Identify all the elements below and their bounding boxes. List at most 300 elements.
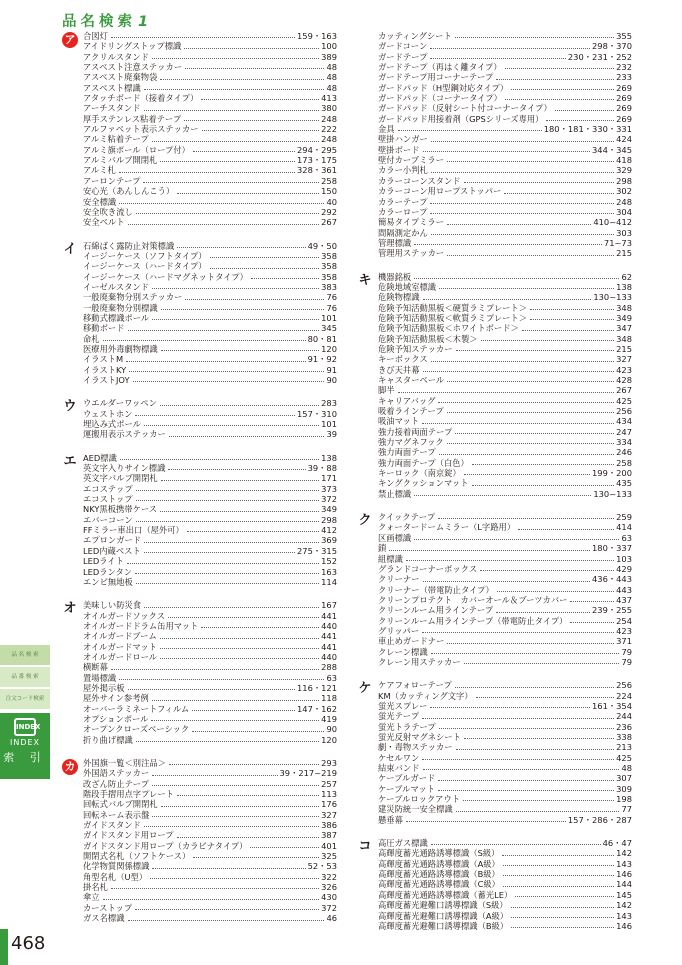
entry-label: クリーンプロテクト カバーオール＆ブーツカバー <box>378 594 568 605</box>
index-entry[interactable] <box>378 804 632 814</box>
entry-label: 間隔測定かん <box>378 227 428 238</box>
entry-label: ウェストホン <box>83 408 133 419</box>
entry-page: 423 <box>616 625 632 636</box>
dot-leader <box>119 203 324 204</box>
entry-label: イラストJOY <box>83 375 130 385</box>
index-entry[interactable] <box>378 722 632 732</box>
index-entry[interactable] <box>378 272 632 282</box>
entry-label: クリーンルーム用ラインテープ（帯電防止タイプ） <box>378 615 568 626</box>
index-entry[interactable] <box>378 197 632 207</box>
dot-leader <box>111 37 295 38</box>
index-entry[interactable] <box>378 458 632 468</box>
index-entry[interactable] <box>378 869 632 879</box>
index-entry[interactable] <box>378 773 632 783</box>
entry-page: 428 <box>616 375 632 385</box>
index-entry[interactable] <box>83 841 337 851</box>
entry-page: 327 <box>616 354 632 365</box>
index-entry[interactable] <box>378 522 632 532</box>
index-entry[interactable] <box>378 145 632 155</box>
dot-leader <box>430 48 590 49</box>
index-entry[interactable] <box>83 473 337 483</box>
entry-page: 215 <box>616 343 632 354</box>
index-entry[interactable] <box>83 409 337 419</box>
index-entry[interactable] <box>83 704 337 714</box>
index-entry[interactable] <box>83 207 337 217</box>
index-entry[interactable] <box>378 103 632 113</box>
index-entry[interactable] <box>378 879 632 889</box>
entry-label: 掛名札 <box>83 882 108 893</box>
index-entry[interactable] <box>83 334 337 344</box>
entry-label: 石綿ばく露防止対策標識 <box>83 240 175 251</box>
index-entry[interactable] <box>83 241 337 251</box>
index-entry[interactable] <box>378 334 632 344</box>
index-entry[interactable] <box>378 701 632 711</box>
entry-label: ガードパッド（コーナータイプ） <box>378 93 502 104</box>
entry-page: 380 <box>321 103 337 114</box>
index-entry[interactable] <box>378 303 632 313</box>
index-entry[interactable] <box>378 595 632 605</box>
index-entry[interactable] <box>83 735 337 745</box>
entry-label: 吸油マット <box>378 416 420 427</box>
dot-leader <box>476 697 615 698</box>
index-entry[interactable] <box>83 642 337 652</box>
index-entry[interactable] <box>378 292 632 302</box>
entry-label: アタッチボード（接着タイプ） <box>83 93 199 104</box>
entry-page: 157・286・287 <box>567 814 632 825</box>
entry-label: 管理用ステッカー <box>378 248 445 259</box>
index-entry[interactable] <box>378 543 632 553</box>
index-entry[interactable] <box>378 354 632 364</box>
entry-label: アルミ粘着テープ <box>83 134 149 145</box>
index-entry[interactable] <box>83 429 337 439</box>
entry-page: 161・354 <box>592 700 632 711</box>
index-entry[interactable] <box>378 680 632 690</box>
index-entry[interactable] <box>83 611 337 621</box>
index-entry[interactable] <box>378 416 632 426</box>
index-entry[interactable] <box>378 365 632 375</box>
dot-leader <box>152 785 319 786</box>
entry-label: 合図灯 <box>83 31 108 41</box>
entry-label: 高輝度蓄光通路誘導標識（C級） <box>378 879 500 890</box>
index-entry[interactable] <box>83 354 337 364</box>
index-entry[interactable] <box>83 799 337 809</box>
entry-page: 326 <box>321 882 337 893</box>
index-entry[interactable] <box>83 892 337 902</box>
index-entry[interactable] <box>83 789 337 799</box>
entry-label: ケアフォローテープ <box>378 680 452 691</box>
entry-label: ガードパッド用接着剤（GPSシリーズ専用） <box>378 113 544 124</box>
index-entry[interactable] <box>83 103 337 113</box>
index-entry[interactable] <box>378 911 632 921</box>
entry-label: 金具 <box>378 124 395 135</box>
index-entry[interactable] <box>83 567 337 577</box>
entry-label: 危険物標識 <box>378 292 420 303</box>
entry-page: 298 <box>321 514 337 525</box>
index-entry[interactable] <box>378 165 632 175</box>
index-entry[interactable] <box>83 504 337 514</box>
dot-leader <box>193 857 319 858</box>
entry-page: 52・53 <box>307 861 337 872</box>
index-entry[interactable] <box>378 176 632 186</box>
index-entry[interactable] <box>378 406 632 416</box>
index-entry[interactable] <box>83 323 337 333</box>
entry-page: 49・50 <box>307 240 337 251</box>
entry-page: 147・162 <box>297 703 337 714</box>
index-entry[interactable] <box>378 207 632 217</box>
index-tab[interactable] <box>0 713 50 779</box>
index-entry[interactable] <box>378 636 632 646</box>
index-entry[interactable] <box>83 577 337 587</box>
entry-page: 46・47 <box>602 838 632 849</box>
index-entry[interactable] <box>83 197 337 207</box>
index-entry[interactable] <box>83 882 337 892</box>
entry-page: 167 <box>321 600 337 611</box>
dot-leader <box>447 443 614 444</box>
entry-label: ガイドスタンド用ロープ（カラビナタイプ） <box>83 840 248 851</box>
index-entry[interactable] <box>83 546 337 556</box>
dot-leader <box>169 764 319 765</box>
index-entry[interactable] <box>83 72 337 82</box>
index-entry[interactable] <box>83 134 337 144</box>
entry-page: 138 <box>616 281 632 292</box>
dot-leader <box>128 224 320 225</box>
index-entry[interactable] <box>378 838 632 848</box>
entry-label: クリーナー <box>378 574 420 585</box>
index-entry[interactable] <box>378 489 632 499</box>
entry-label: 高圧ガス標識 <box>378 838 428 849</box>
index-entry[interactable] <box>378 763 632 773</box>
index-entry[interactable] <box>378 626 632 636</box>
index-entry[interactable] <box>83 525 337 535</box>
entry-page: 423 <box>616 364 632 375</box>
index-entry[interactable] <box>83 62 337 72</box>
entry-label: アルミバルブ開閉札 <box>83 155 158 166</box>
index-entry[interactable] <box>378 155 632 165</box>
index-entry[interactable] <box>378 605 632 615</box>
entry-label: AED標識 <box>83 452 117 463</box>
index-entry[interactable] <box>83 779 337 789</box>
index-entry[interactable] <box>83 155 337 165</box>
dot-leader <box>129 371 324 372</box>
index-entry[interactable] <box>83 484 337 494</box>
dot-leader <box>177 795 319 796</box>
index-entry[interactable] <box>378 784 632 794</box>
index-entry[interactable] <box>83 375 337 385</box>
dot-leader <box>511 89 614 90</box>
index-entry[interactable] <box>378 447 632 457</box>
index-entry[interactable] <box>378 533 632 543</box>
dot-leader <box>414 244 602 245</box>
tab-item-number-search[interactable]: 品 番 検 索 <box>0 667 50 687</box>
index-entry[interactable] <box>83 515 337 525</box>
index-entry[interactable] <box>378 282 632 292</box>
index-entry[interactable] <box>83 453 337 463</box>
index-entry[interactable] <box>378 124 632 134</box>
index-entry[interactable] <box>378 732 632 742</box>
index-entry[interactable] <box>378 375 632 385</box>
index-entry[interactable] <box>378 512 632 522</box>
index-entry[interactable] <box>83 768 337 778</box>
dot-leader <box>144 110 320 111</box>
index-entry[interactable] <box>378 468 632 478</box>
entry-page: 248 <box>321 134 337 145</box>
entry-label: ケーブルマット <box>378 783 435 794</box>
entry-label: 階段手摺用点字プレート <box>83 789 174 800</box>
dot-leader <box>202 130 320 131</box>
index-entry[interactable] <box>378 848 632 858</box>
entry-label: カラーコーンスタンド <box>378 175 461 186</box>
index-entry[interactable] <box>83 872 337 882</box>
index-entry[interactable] <box>83 145 337 155</box>
index-group <box>357 680 632 825</box>
dot-leader <box>135 415 295 416</box>
dot-leader <box>126 361 305 362</box>
entry-label: 英文字バルブ開閉札 <box>83 473 158 484</box>
index-entry[interactable] <box>378 647 632 657</box>
index-entry[interactable] <box>83 724 337 734</box>
page-number <box>0 929 50 965</box>
index-entry[interactable] <box>83 861 337 871</box>
index-entry[interactable] <box>378 228 632 238</box>
index-entry[interactable] <box>378 427 632 437</box>
index-entry[interactable] <box>378 93 632 103</box>
entry-page: 355 <box>616 31 632 41</box>
index-entry[interactable] <box>378 574 632 584</box>
kana-heading: オ <box>63 601 77 617</box>
index-entry[interactable] <box>83 810 337 820</box>
index-entry[interactable] <box>378 31 632 41</box>
index-entry[interactable] <box>378 859 632 869</box>
entry-page: 39・217~219 <box>279 768 337 779</box>
entry-label: エプロンガード <box>83 535 142 546</box>
dot-leader <box>111 669 319 670</box>
entry-page: 76 <box>326 302 337 313</box>
dot-leader <box>439 288 614 289</box>
entry-label: 強力マグネフック <box>378 437 444 448</box>
index-entry[interactable] <box>83 344 337 354</box>
entry-page: 344・345 <box>592 144 632 155</box>
index-entry[interactable] <box>378 657 632 667</box>
kana-heading: ア <box>62 32 78 48</box>
index-entry[interactable] <box>83 176 337 186</box>
index-entry[interactable] <box>83 114 337 124</box>
index-entry[interactable] <box>83 186 337 196</box>
index-entry[interactable] <box>83 631 337 641</box>
index-entry[interactable] <box>83 913 337 923</box>
tab-order-code-search[interactable]: 注文コード検索 <box>0 689 50 709</box>
entry-label: 結束バンド <box>378 763 420 774</box>
index-entry[interactable] <box>378 554 632 564</box>
index-entry[interactable] <box>83 313 337 323</box>
index-entry[interactable] <box>83 41 337 51</box>
entry-label: ガードパッド（反射シート付コーナータイプ） <box>378 103 552 114</box>
index-entry[interactable] <box>378 900 632 910</box>
entry-page: 288 <box>321 662 337 673</box>
index-entry[interactable] <box>378 585 632 595</box>
entry-label: オイルガードドラム缶用マット <box>83 620 199 631</box>
index-entry[interactable] <box>83 165 337 175</box>
dot-leader <box>128 330 320 331</box>
dot-leader <box>431 361 614 362</box>
entry-page: 425 <box>616 752 632 763</box>
index-entry[interactable] <box>378 52 632 62</box>
index-entry[interactable] <box>83 903 337 913</box>
dot-leader <box>414 495 591 496</box>
index-entry[interactable] <box>378 186 632 196</box>
index-entry[interactable] <box>83 251 337 261</box>
dot-leader <box>497 591 614 592</box>
index-entry[interactable] <box>83 217 337 227</box>
dot-leader <box>160 648 319 649</box>
side-tabs <box>0 645 50 779</box>
index-entry[interactable] <box>378 564 632 574</box>
index-entry[interactable] <box>83 851 337 861</box>
index-entry[interactable] <box>378 238 632 248</box>
index-entry[interactable] <box>83 272 337 282</box>
index-entry[interactable] <box>83 83 337 93</box>
index-entry[interactable] <box>378 62 632 72</box>
index-entry[interactable] <box>83 830 337 840</box>
index-entry[interactable] <box>83 93 337 103</box>
index-entry[interactable] <box>83 820 337 830</box>
index-entry[interactable] <box>378 114 632 124</box>
index-entry[interactable] <box>83 365 337 375</box>
index-entry[interactable] <box>83 261 337 271</box>
entry-page: 386 <box>321 820 337 831</box>
index-entry[interactable] <box>378 753 632 763</box>
index-entry[interactable] <box>378 691 632 701</box>
index-entry[interactable] <box>378 921 632 931</box>
index-entry[interactable] <box>378 794 632 804</box>
index-entry[interactable] <box>378 890 632 900</box>
index-entry[interactable] <box>83 463 337 473</box>
page-number-text: 468 <box>11 933 46 954</box>
index-entry[interactable] <box>378 815 632 825</box>
index-entry[interactable] <box>83 398 337 408</box>
entry-label: イーゼルスタンド <box>83 281 149 292</box>
dot-leader <box>152 141 320 142</box>
dot-leader <box>423 581 591 582</box>
index-entry[interactable] <box>83 303 337 313</box>
index-entry[interactable] <box>378 616 632 626</box>
entry-label: ケーブルロックアウト <box>378 794 461 805</box>
index-entry[interactable] <box>378 134 632 144</box>
entry-page: 283 <box>321 398 337 409</box>
entry-label: 回転式バルブ開閉札 <box>83 799 158 810</box>
dot-leader <box>161 350 319 351</box>
index-entry[interactable] <box>378 478 632 488</box>
entry-page: 358 <box>321 261 337 272</box>
entry-page: 244 <box>616 711 632 722</box>
index-entry[interactable] <box>83 693 337 703</box>
dot-leader <box>414 539 619 540</box>
index-entry[interactable] <box>83 714 337 724</box>
dot-leader <box>503 875 614 876</box>
index-entry[interactable] <box>378 217 632 227</box>
entry-page: 143 <box>616 910 632 921</box>
entry-page: 103 <box>616 553 632 564</box>
entry-label: 危険予知活動黒板＜硬質ラミプレート＞ <box>378 302 528 313</box>
entry-label: ガードパッド（H型鋼対応タイプ） <box>378 82 509 93</box>
dot-leader <box>503 886 614 887</box>
index-entry[interactable] <box>83 535 337 545</box>
dot-leader <box>555 110 614 111</box>
entry-page: 254 <box>616 615 632 626</box>
index-entry[interactable] <box>83 621 337 631</box>
index-entry[interactable] <box>378 385 632 395</box>
dot-leader <box>496 612 590 613</box>
index-entry[interactable] <box>378 313 632 323</box>
entry-page: 46 <box>326 913 337 924</box>
entry-page: 440 <box>321 651 337 662</box>
index-entry[interactable] <box>378 72 632 82</box>
dot-leader <box>439 728 614 729</box>
dot-leader <box>168 469 305 470</box>
dot-leader <box>398 392 615 393</box>
tab-item-name-search[interactable]: 品 名 検 索 <box>0 645 50 665</box>
entry-page: 40 <box>326 196 337 207</box>
entry-page: 443 <box>616 584 632 595</box>
index-entry[interactable] <box>378 711 632 721</box>
dot-leader <box>504 193 614 194</box>
index-entry[interactable] <box>83 419 337 429</box>
entry-label: イラストKY <box>83 364 127 375</box>
dot-leader <box>161 309 325 310</box>
index-entry[interactable] <box>83 31 337 41</box>
index-entry[interactable] <box>378 742 632 752</box>
entry-page: 434 <box>616 416 632 427</box>
dot-leader <box>447 412 614 413</box>
entry-label: キーボックス <box>378 354 428 365</box>
index-entry[interactable] <box>378 344 632 354</box>
index-entry[interactable] <box>83 652 337 662</box>
entry-page: 159・163 <box>297 31 337 41</box>
index-entry[interactable] <box>83 556 337 566</box>
entry-label: ガードテープ <box>378 51 428 62</box>
entry-label: 蛍光トラテープ <box>378 721 436 732</box>
dot-leader <box>398 130 542 131</box>
index-entry[interactable] <box>83 292 337 302</box>
kana-heading: カ <box>62 759 78 775</box>
entry-page: 383 <box>321 281 337 292</box>
index-entry[interactable] <box>83 494 337 504</box>
index-entry[interactable] <box>83 124 337 134</box>
index-entry[interactable] <box>83 282 337 292</box>
dot-leader <box>430 707 590 708</box>
index-entry[interactable] <box>378 437 632 447</box>
index-entry[interactable] <box>83 52 337 62</box>
index-entry[interactable] <box>378 83 632 93</box>
dot-leader <box>503 865 614 866</box>
index-entry[interactable] <box>378 396 632 406</box>
index-entry[interactable] <box>83 683 337 693</box>
index-entry[interactable] <box>83 600 337 610</box>
dot-leader <box>464 474 590 475</box>
entry-label: 安全ベルト <box>83 217 125 228</box>
dot-leader <box>406 560 614 561</box>
entry-label: アーチスタンド <box>83 103 141 114</box>
index-entry[interactable] <box>378 41 632 51</box>
entry-label: ケセルワン <box>378 752 420 763</box>
index-entry[interactable] <box>83 673 337 683</box>
index-entry[interactable] <box>83 662 337 672</box>
index-entry[interactable] <box>378 323 632 333</box>
index-entry[interactable] <box>83 758 337 768</box>
index-entry[interactable] <box>378 248 632 258</box>
entry-label: 劇・毒物ステッカー <box>378 742 453 753</box>
entry-label: アルミ旗ポール（ロープ付） <box>83 144 190 155</box>
entry-page: 63 <box>621 532 632 543</box>
